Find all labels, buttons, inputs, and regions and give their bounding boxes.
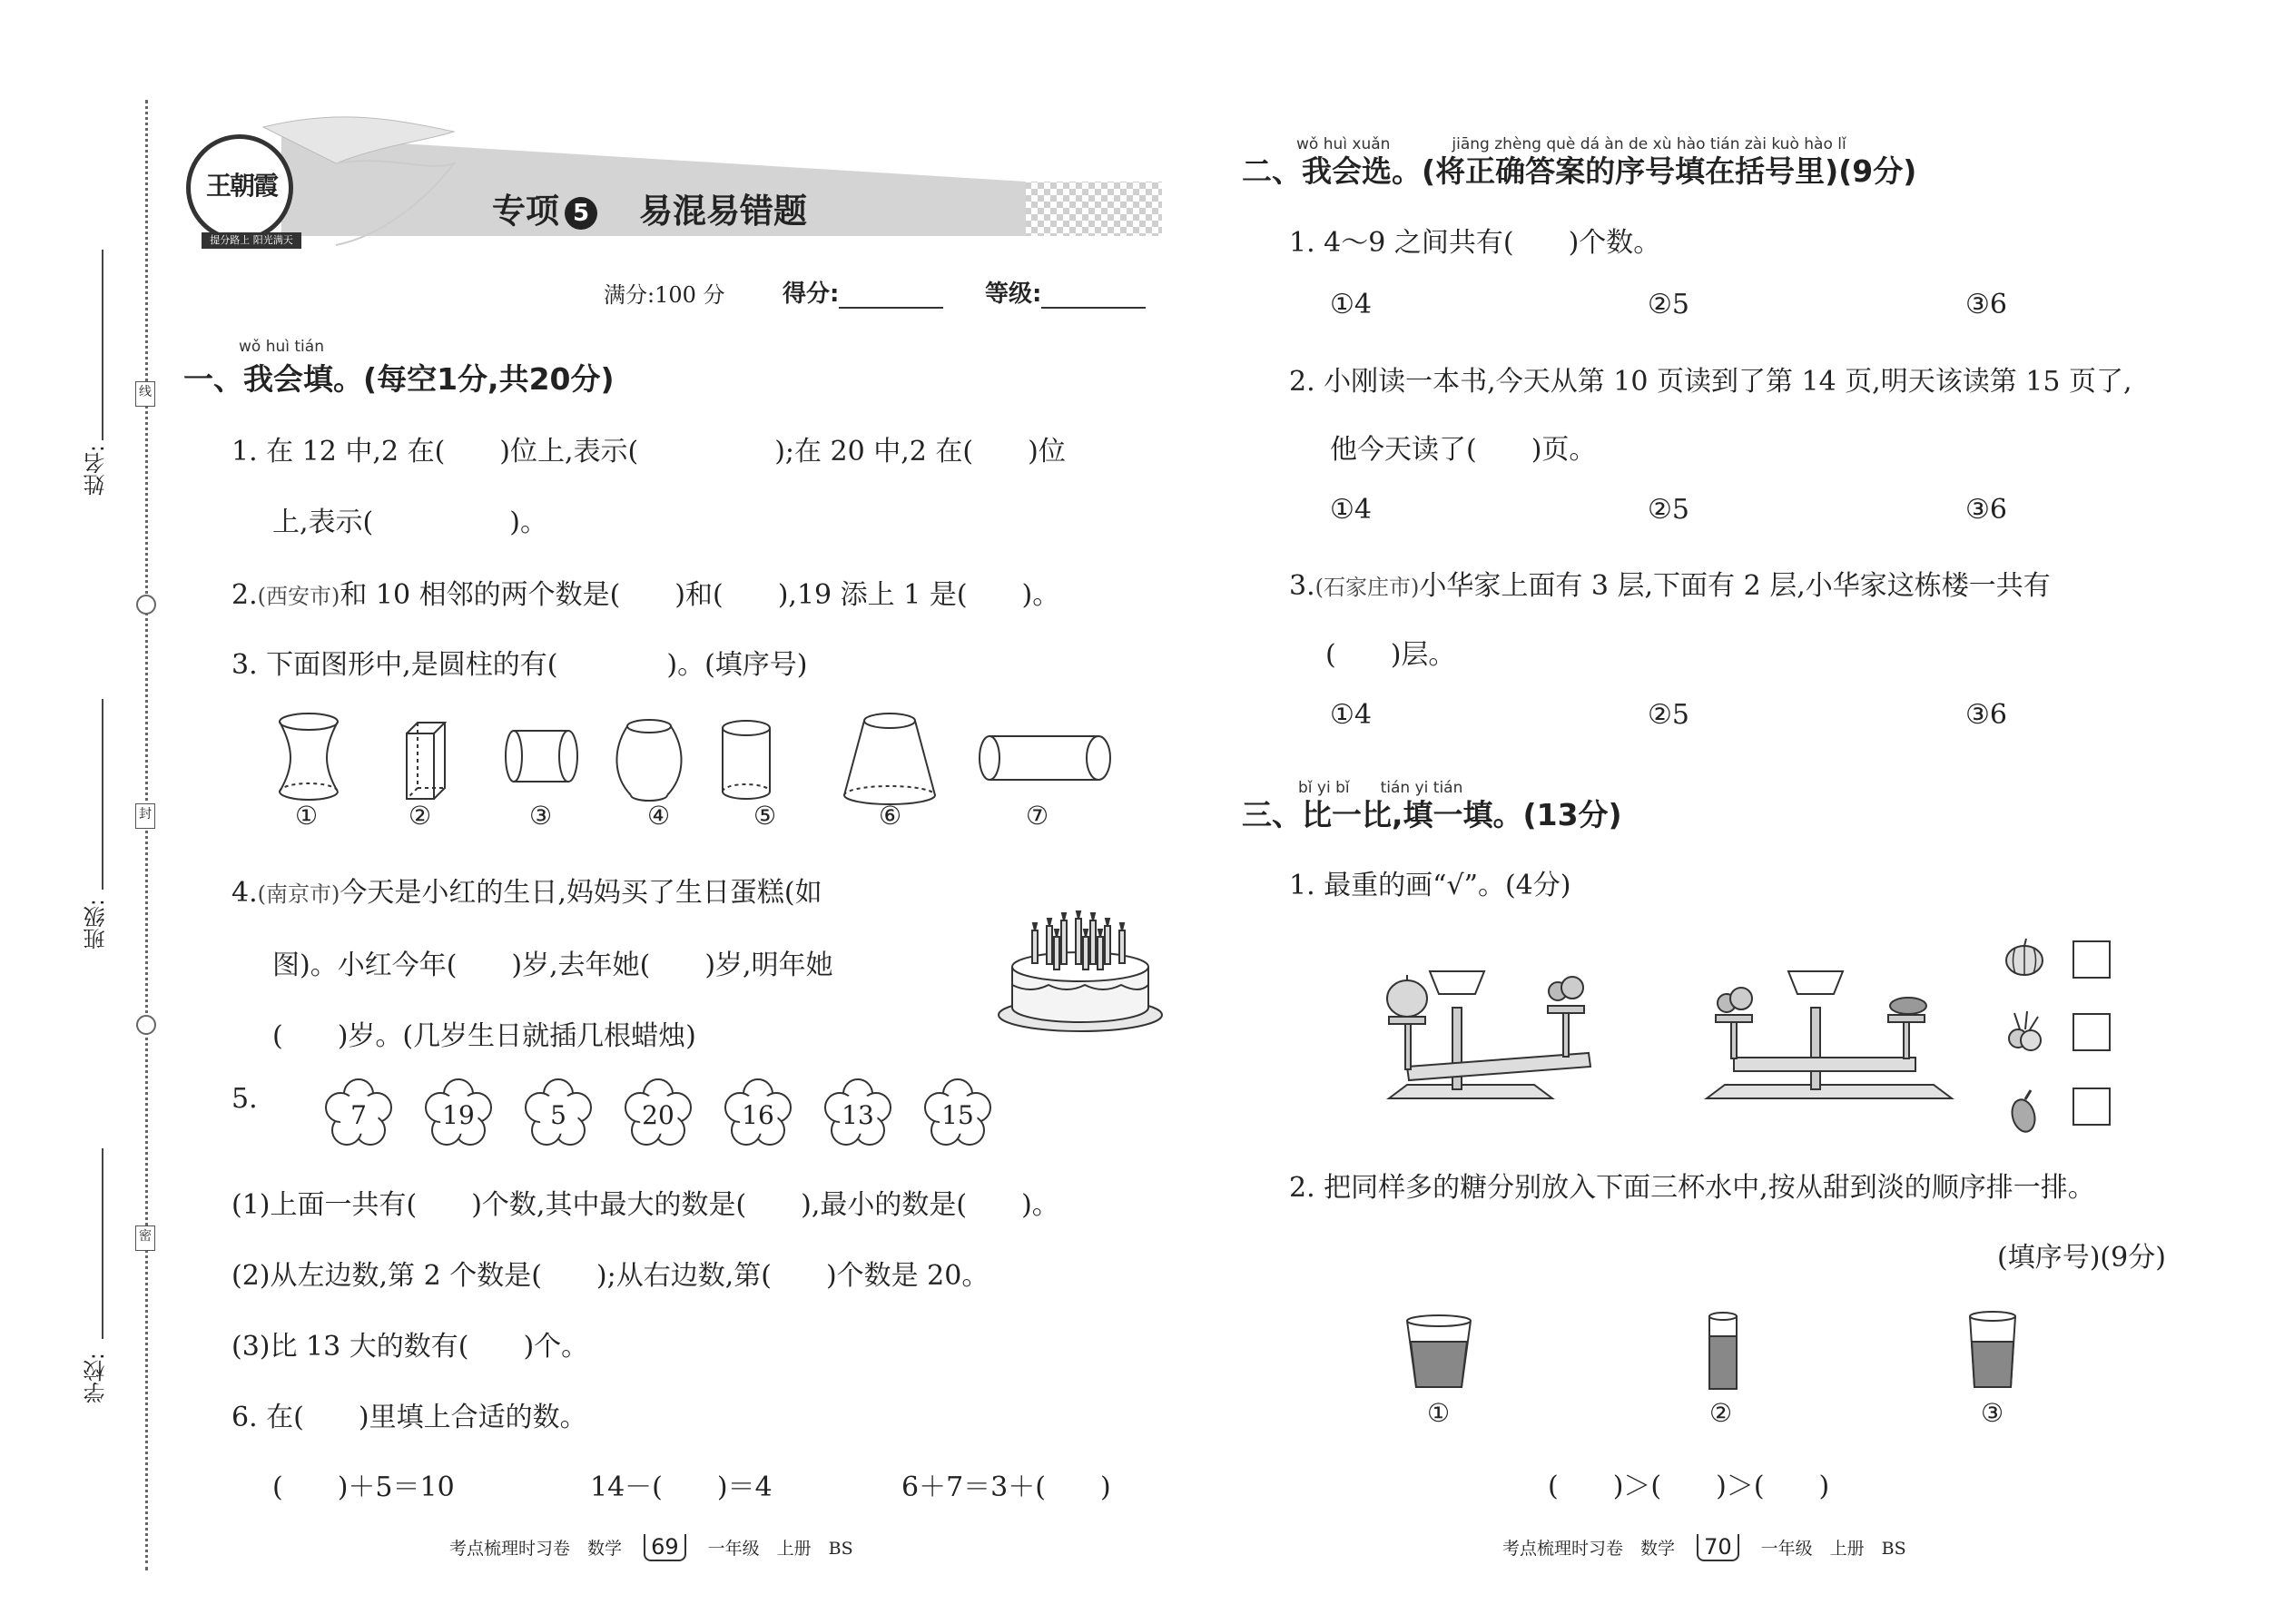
shape-label-6: ⑥ bbox=[879, 801, 902, 831]
footer-left bbox=[449, 1534, 853, 1561]
logo-banner: 提分路上 阳光满天 bbox=[202, 232, 301, 249]
logo-text: 王朝霞 bbox=[205, 171, 277, 201]
shape-6-frustum bbox=[844, 714, 935, 804]
q6-eq2: 14－( )＝4 bbox=[590, 1471, 773, 1503]
cups-image bbox=[1398, 1307, 2033, 1398]
footer-right-text1: 考点梳理时习卷 数学 bbox=[1502, 1539, 1676, 1559]
flower-1: 7 bbox=[350, 1100, 367, 1130]
eggplant-icon bbox=[2002, 1085, 2047, 1136]
s3-order: ( )＞( )＞( ) bbox=[1548, 1471, 1830, 1502]
name-label: 姓名: bbox=[84, 445, 109, 497]
s3-q2-line1: 2. 把同样多的糖分别放入下面三杯水中,按从甜到淡的顺序排一排。 bbox=[1289, 1172, 2095, 1204]
q6-eq3: 6＋7＝3＋( ) bbox=[901, 1471, 1111, 1503]
footer-right-text2: 一年级 上册 BS bbox=[1760, 1539, 1906, 1559]
cup-3 bbox=[1970, 1312, 2015, 1387]
class-label: 班级: bbox=[84, 899, 109, 950]
check-box-pumpkin[interactable] bbox=[2072, 940, 2111, 979]
q2-city: (西安市) bbox=[257, 584, 340, 609]
shape-1-concave-cylinder bbox=[280, 714, 338, 800]
q5-2: (2)从左边数,第 2 个数是( );从右边数,第( )个数是 20。 bbox=[231, 1260, 989, 1292]
grade-label: 等级: bbox=[985, 281, 1042, 308]
flower-4: 20 bbox=[642, 1100, 674, 1130]
s2-q1-opt-1: ①4 bbox=[1330, 289, 1372, 320]
flower-2: 19 bbox=[442, 1100, 475, 1130]
shape-3-horizontal-cylinder bbox=[506, 731, 577, 782]
q6-eq1: ( )＋5＝10 bbox=[272, 1471, 455, 1503]
s2-q2-opt-3: ③6 bbox=[1965, 494, 2007, 526]
score-label: 得分: bbox=[783, 281, 840, 308]
binding-hole-icon bbox=[136, 1015, 156, 1035]
shapes-figure bbox=[263, 708, 1126, 844]
q4-line1 bbox=[231, 870, 822, 910]
q2-number: 2. bbox=[231, 579, 258, 611]
flower-5: 16 bbox=[742, 1100, 774, 1130]
s3-q1: 1. 最重的画“√”。(4分) bbox=[1289, 870, 1571, 901]
title-main: 易混易错题 bbox=[639, 192, 807, 231]
sec2-pinyin: wǒ huì xuǎn jiāng zhèng què dá àn de xù hào tián zài kuò hào lǐ bbox=[1296, 135, 1846, 153]
shape-label-2: ② bbox=[409, 801, 432, 831]
s2-q3-opt-2: ②5 bbox=[1648, 699, 1689, 731]
s3-q2-line2: (填序号)(9分) bbox=[1997, 1242, 2166, 1274]
scale-2 bbox=[1707, 971, 1952, 1098]
q4-number: 4. bbox=[231, 877, 258, 909]
pumpkin-icon bbox=[2002, 935, 2047, 980]
shape-label-3: ③ bbox=[529, 801, 553, 831]
s2-q3-opt-1: ①4 bbox=[1330, 699, 1372, 731]
shape-5-cylinder bbox=[723, 721, 770, 799]
sec2-title: 二、我会选。(将正确答案的序号填在括号里)(9分) bbox=[1242, 153, 1917, 189]
name-line bbox=[102, 250, 103, 440]
logo bbox=[186, 134, 293, 241]
check-box-eggplant[interactable] bbox=[2072, 1088, 2111, 1126]
shape-label-1: ① bbox=[295, 801, 319, 831]
s2-q3-line1 bbox=[1289, 563, 2051, 603]
s2-q3-line2: ( )层。 bbox=[1325, 639, 1456, 671]
s2-q3-city: (石家庄市) bbox=[1314, 575, 1420, 600]
fullscore: 满分:100 分 bbox=[604, 282, 725, 308]
flower-6: 13 bbox=[842, 1100, 874, 1130]
binding-dotted-line bbox=[145, 100, 148, 1570]
cup-label-1: ① bbox=[1427, 1398, 1451, 1428]
birthday-cake-image bbox=[994, 908, 1167, 1035]
q5-number: 5. bbox=[231, 1083, 258, 1115]
page-title bbox=[492, 183, 807, 232]
cup-2 bbox=[1709, 1313, 1737, 1389]
q4-line3: ( )岁。(几岁生日就插几根蜡烛) bbox=[272, 1020, 696, 1052]
s2-q3-text: 小华家上面有 3 层,下面有 2 层,小华家这栋楼一共有 bbox=[1419, 570, 2051, 602]
s2-q2-opt-1: ①4 bbox=[1330, 494, 1372, 526]
binding-tab-mi: 密 bbox=[135, 1225, 155, 1251]
grade-field[interactable] bbox=[985, 275, 1146, 309]
shape-label-7: ⑦ bbox=[1026, 801, 1049, 831]
q4-line2: 图)。小红今年( )岁,去年她( )岁,明年她 bbox=[272, 950, 833, 981]
s2-q3-opt-3: ③6 bbox=[1965, 699, 2007, 731]
class-line bbox=[102, 699, 103, 890]
footer-left-text2: 一年级 上册 BS bbox=[707, 1539, 853, 1559]
s2-q2-line2: 他今天读了( )页。 bbox=[1330, 434, 1597, 466]
q1-line1: 1. 在 12 中,2 在( )位上,表示( );在 20 中,2 在( )位 bbox=[231, 436, 1066, 468]
flower-7: 15 bbox=[941, 1100, 974, 1130]
scale-1 bbox=[1387, 971, 1590, 1098]
score-field[interactable] bbox=[783, 275, 943, 309]
sec3-pinyin: bǐ yi bǐ tián yi tián bbox=[1298, 779, 1463, 797]
shape-7-long-cylinder bbox=[980, 736, 1110, 780]
q2 bbox=[231, 572, 1059, 612]
sec3-title: 三、比一比,填一填。(13分) bbox=[1242, 797, 1622, 832]
q5-3: (3)比 13 大的数有( )个。 bbox=[231, 1331, 589, 1363]
radish-icon bbox=[2002, 1008, 2047, 1058]
q4-text-1: 今天是小红的生日,妈妈买了生日蛋糕(如 bbox=[340, 877, 822, 909]
flower-3: 5 bbox=[550, 1100, 566, 1130]
footer-left-page: 69 bbox=[644, 1534, 686, 1561]
s2-q1-opt-2: ②5 bbox=[1648, 289, 1689, 320]
footer-left-text1: 考点梳理时习卷 数学 bbox=[449, 1539, 623, 1559]
footer-right-page: 70 bbox=[1697, 1534, 1739, 1561]
binding-tab-feng: 封 bbox=[135, 803, 155, 829]
flowers-figure bbox=[318, 1076, 1008, 1157]
q1-line2: 上,表示( )。 bbox=[272, 507, 547, 538]
balance-scales-image bbox=[1380, 953, 1961, 1117]
binding-tab-xian: 线 bbox=[135, 381, 155, 407]
q2-text: 和 10 相邻的两个数是( )和( ),19 添上 1 是( )。 bbox=[340, 579, 1060, 611]
cup-label-3: ③ bbox=[1981, 1398, 2004, 1428]
title-number-badge: 5 bbox=[565, 197, 597, 230]
shape-4-barrel bbox=[616, 720, 681, 801]
check-box-radish[interactable] bbox=[2072, 1013, 2111, 1051]
s2-q2-opt-2: ②5 bbox=[1648, 494, 1689, 526]
footer-right bbox=[1502, 1534, 1906, 1561]
s2-q1: 1. 4～9 之间共有( )个数。 bbox=[1289, 227, 1661, 259]
school-line bbox=[102, 1148, 103, 1339]
shape-label-4: ④ bbox=[647, 801, 671, 831]
s2-q1-opt-3: ③6 bbox=[1965, 289, 2007, 320]
s2-q2-line1: 2. 小刚读一本书,今天从第 10 页读到了第 14 页,明天该读第 15 页了, bbox=[1289, 366, 2132, 398]
school-label: 学校: bbox=[84, 1353, 109, 1404]
title-prefix: 专项 bbox=[492, 192, 559, 231]
cup-1 bbox=[1407, 1315, 1471, 1387]
sec1-pinyin: wǒ huì tián bbox=[239, 338, 324, 356]
shape-2-prism bbox=[407, 723, 445, 799]
s2-q3-number: 3. bbox=[1289, 570, 1315, 602]
q5-1: (1)上面一共有( )个数,其中最大的数是( ),最小的数是( )。 bbox=[231, 1189, 1059, 1221]
q6: 6. 在( )里填上合适的数。 bbox=[231, 1402, 587, 1433]
binding-hole-icon bbox=[136, 595, 156, 615]
q4-city: (南京市) bbox=[257, 881, 340, 907]
q3: 3. 下面图形中,是圆柱的有( )。(填序号) bbox=[231, 649, 808, 681]
sec1-title: 一、我会填。(每空1分,共20分) bbox=[183, 361, 615, 397]
cup-label-2: ② bbox=[1709, 1398, 1733, 1428]
shape-label-5: ⑤ bbox=[753, 801, 777, 831]
